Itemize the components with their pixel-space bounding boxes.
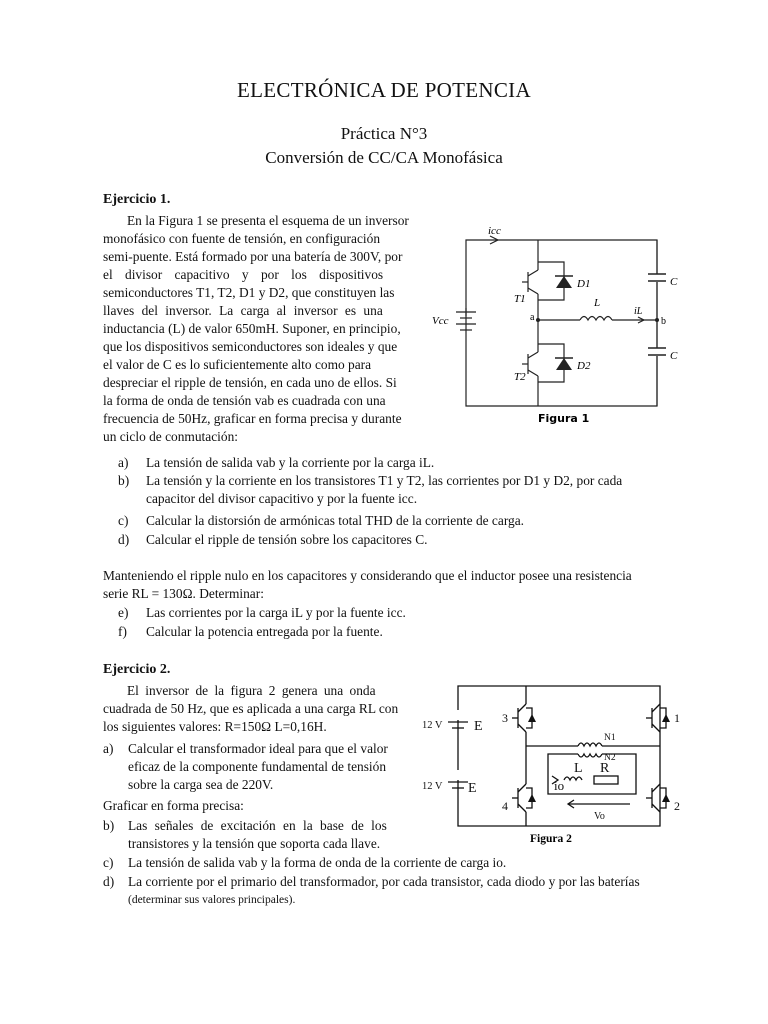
- ex1-paragraph-2: Manteniendo el ripple nulo en los capacitores y considerando que el inductor posee una resistencia serie RL = 130Ω. Determinar:: [103, 568, 632, 601]
- label-switch-4: 4: [502, 799, 508, 813]
- label-l2: L: [574, 761, 583, 776]
- label-b: b: [661, 316, 666, 327]
- ex1-line: que los dispositivos semiconductores son ideales y que: [103, 339, 398, 354]
- ex1-line: despreciar el ripple de tensión, en cada uno de ellos. Si: [103, 375, 397, 390]
- exercise-2-heading: Ejercicio 2.: [103, 662, 171, 677]
- ex1-line: monofásico con fuente de tensión, en configuración: [103, 231, 381, 246]
- exercise-1-statement: [103, 212, 421, 446]
- label-12v-top: 12 V: [422, 720, 443, 731]
- ex1-line: llaves del inversor. La carga al inversor es una: [103, 303, 383, 318]
- label-c2: C: [670, 350, 678, 362]
- figure-2-full-bridge-inverter: [418, 680, 690, 850]
- exercise-1-heading: Ejercicio 1.: [103, 192, 171, 207]
- figure-1-half-bridge-inverter: [428, 222, 690, 428]
- label-c1: C: [670, 276, 678, 288]
- document-title: ELECTRÓNICA DE POTENCIA: [237, 78, 531, 102]
- label-n1: N1: [604, 733, 616, 743]
- label-e-top: E: [474, 719, 483, 734]
- label-t2: T2: [514, 371, 526, 383]
- label-vcc: Vcc: [432, 315, 449, 327]
- ex1-line: inductancia (L) de valor 650mH. Suponer, en principio,: [103, 321, 401, 336]
- ex1-line: el valor de C es lo suficientemente alto como para: [103, 357, 372, 372]
- label-l: L: [594, 297, 601, 309]
- ex1-line: la forma de onda de tensión vab es cuadrada con una: [103, 393, 386, 408]
- ex1-line: un ciclo de conmutación:: [103, 429, 238, 444]
- label-d1: D1: [577, 278, 591, 290]
- label-t1: T1: [514, 293, 526, 305]
- label-12v-bottom: 12 V: [422, 781, 443, 792]
- ex1-line: el divisor capacitivo y por los dispositivos: [103, 267, 384, 282]
- label-vo: Vo: [594, 811, 605, 822]
- label-d2: D2: [577, 360, 591, 372]
- figure-1-caption: Figura 1: [538, 412, 590, 425]
- exercise-2-statement: El inversor de la figura 2 genera una onda cuadrada de 50 Hz, que es aplicada a una carga RL con los siguientes valores: R=150Ω L=0,16H.: [103, 683, 399, 734]
- ex1-line: En la Figura 1 se presenta el esquema de un inversor: [127, 213, 409, 228]
- label-e-bottom: E: [468, 781, 477, 796]
- ex1-line: frecuencia de 50Hz, graficar en forma precisa y durante: [103, 411, 402, 426]
- label-r: R: [600, 761, 610, 776]
- practice-number: Práctica N°3: [340, 124, 428, 143]
- label-a: a: [530, 312, 535, 323]
- label-switch-2: 2: [674, 799, 680, 813]
- ex2-graficar: Graficar en forma precisa:: [103, 798, 244, 813]
- label-icc: icc: [488, 225, 501, 237]
- ex1-line: semiconductores T1, T2, D1 y D2, que constituyen las: [103, 285, 395, 300]
- figure-2-caption: Figura 2: [530, 833, 572, 845]
- label-n2: N2: [604, 753, 616, 763]
- ex1-line: semi-puente. Está formado por una batería de 300V, por: [103, 249, 403, 264]
- label-il: iL: [634, 306, 643, 317]
- document-page: ELECTRÓNICA DE POTENCIA Práctica N°3 Conversión de CC/CA Monofásica Ejercicio 1. En la Figura 1 se presenta el esquema de un inversor monofásico con fuente de tensión, en configuración semi-puente. Está formado por una batería de 300V, por el divisor capacitivo y por los dispositivos semiconductores T1, T2, D1 y D2, que constituyen las llaves del inversor. La carga al inversor es una inductancia (L) de valor 650mH. Suponer, en principio, que los dispositivos semiconductores son ideales y que el valor de C es lo suficientemente alto como para despreciar el ripple de tensión, en cada uno de ellos. Si la forma de onda de tensión vab es cuadrada con una frecuencia de 50Hz, graficar en forma precisa y durante un ciclo de conmutación: icc Vcc T1 T2 D1 D2 L iL a b C C Figura 1 a) La tensión de salida vab y la corriente por la carga iL. b) La tensión y la corriente en los transistores T1 y T2, las corrientes por D1 y D2, por cada capacitor del divisor capacitivo y por la fuente icc. c) Calcular la distorsión de armónicas total THD de la corriente de carga. d) Calcular el ripple de tensión sobre los capacitores C. Manteniendo el ripple nulo en los capacitores y considerando que el inductor posee una resistencia serie RL = 130Ω. Determinar: e) Las corrientes por la carga iL y por la fuente icc. f) Calcular la potencia entregada por la fuente. Ejercicio 2. El inversor de la figura 2 genera una onda cuadrada de 50 Hz, que es aplicada a una carga RL con los siguientes valores: R=150Ω L=0,16H. a) Calcular el transformador ideal para que el valor eficaz de la componente fundamental de tensión sobre la carga sea de 220V. Graficar en forma precisa: b) Las señales de excitación en la base de los transistores y la tensión que soporta cada llave. c) La tensión de salida vab y la forma de onda de la corriente de carga io. d) La corriente por el primario del transformador, por cada transistor, cada diodo y por las baterías (determinar sus valores principales). 12 V E 12 V E 3 4 1 2 N1 N2 io L R Vo Figura 2: [0, 0, 768, 1024]
- label-io: io: [554, 778, 565, 793]
- label-switch-1: 1: [674, 711, 680, 725]
- practice-topic: Conversión de CC/CA Monofásica: [265, 148, 503, 167]
- label-switch-3: 3: [502, 711, 508, 725]
